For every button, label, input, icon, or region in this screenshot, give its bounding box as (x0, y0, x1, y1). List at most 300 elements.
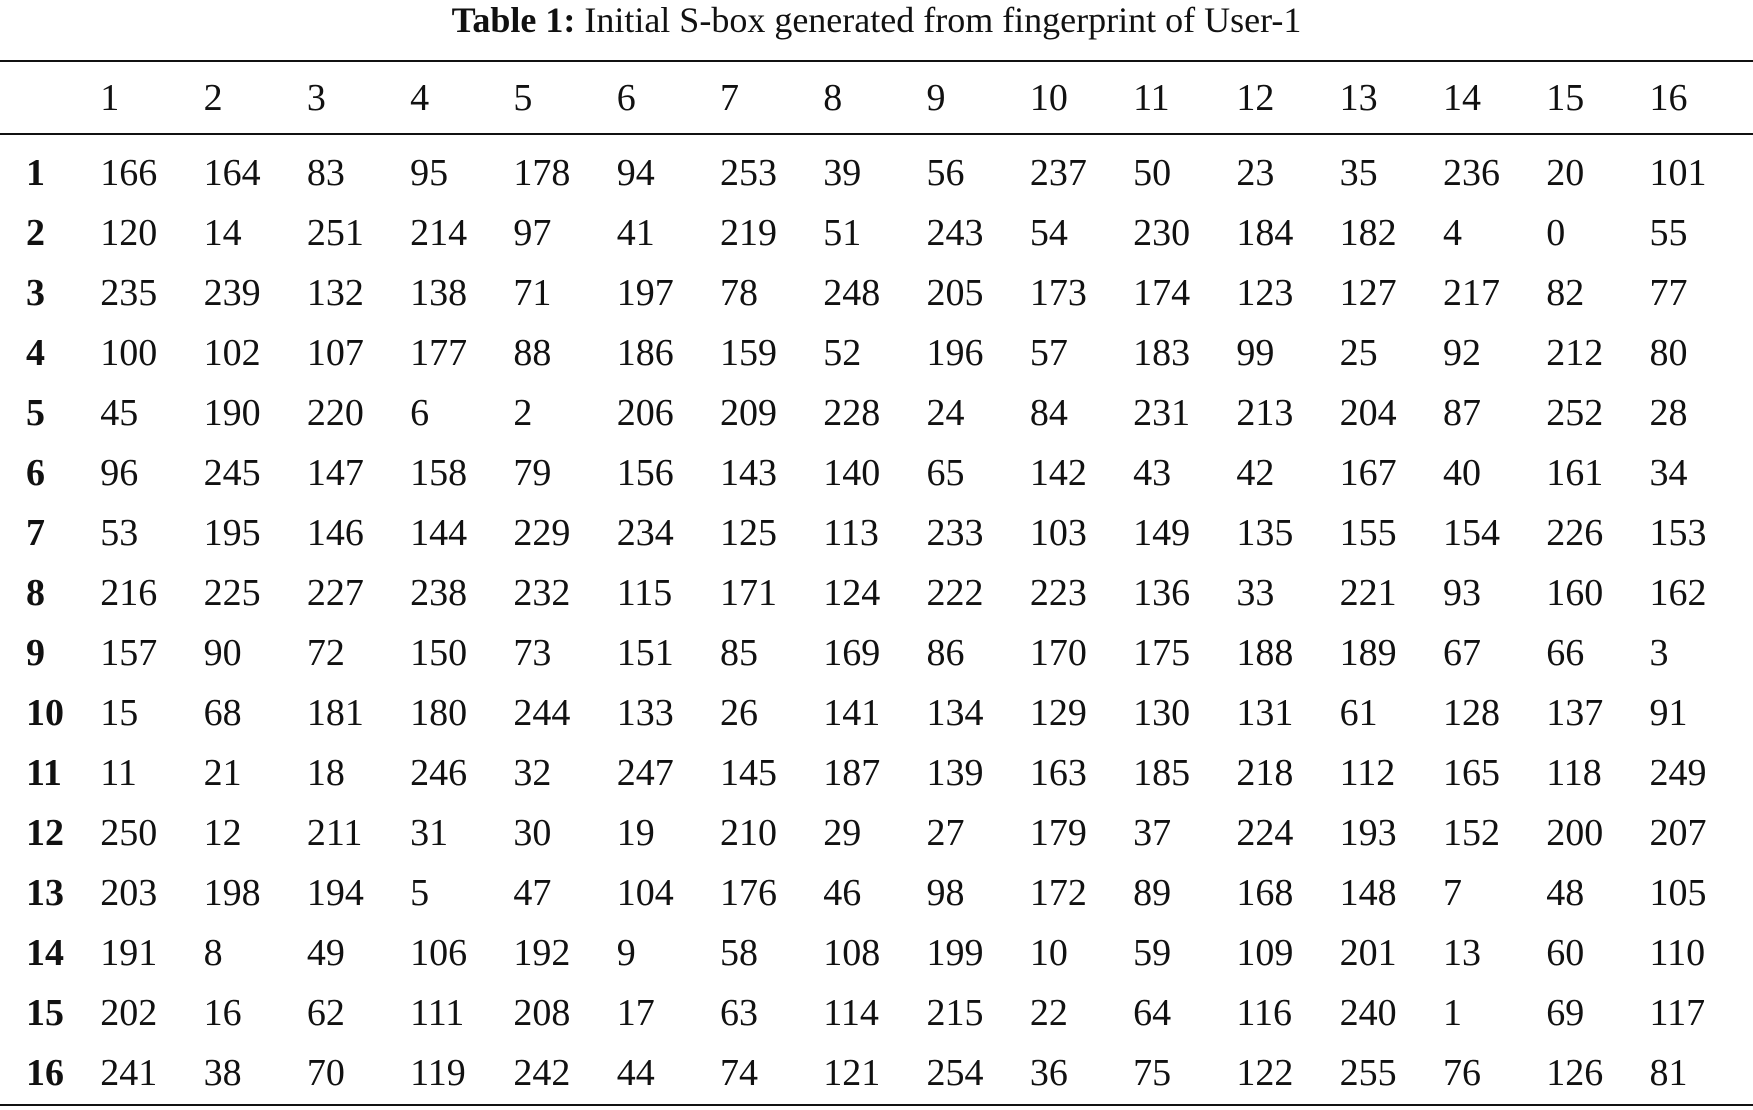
table-cell: 7 (1442, 872, 1462, 914)
table-cell: 73 (513, 632, 552, 674)
table-cell: 139 (926, 752, 984, 794)
table-cell: 162 (1649, 572, 1707, 614)
table-cell: 105 (1649, 872, 1707, 914)
column-header: 10 (1029, 76, 1068, 119)
table-cell: 64 (1133, 992, 1172, 1034)
table-cell: 138 (410, 272, 468, 314)
table-cell: 90 (203, 632, 242, 674)
table-body (0, 133, 1753, 1103)
table-cell: 190 (203, 392, 261, 434)
table-cell: 59 (1133, 932, 1172, 974)
table-cell: 3 (1649, 632, 1669, 674)
table-cell: 1 (1442, 992, 1462, 1034)
table-cell: 57 (1029, 332, 1068, 374)
table-cell: 91 (1649, 692, 1688, 734)
table-cell: 150 (410, 632, 468, 674)
table-cell: 197 (616, 272, 674, 314)
table-cell: 83 (306, 152, 345, 194)
table-cell: 166 (100, 152, 158, 194)
column-header: 2 (203, 76, 223, 119)
column-header: 16 (1649, 76, 1688, 119)
table-cell: 174 (1133, 272, 1191, 314)
table-cell: 182 (1339, 212, 1397, 254)
table-cell: 78 (719, 272, 758, 314)
table-cell: 240 (1339, 992, 1397, 1034)
table-cell: 32 (513, 752, 552, 794)
table-cell: 75 (1133, 1052, 1172, 1094)
table-cell: 77 (1649, 272, 1688, 314)
table-cell: 54 (1029, 212, 1068, 254)
table-cell: 193 (1339, 812, 1397, 854)
table-cell: 61 (1339, 692, 1378, 734)
row-header: 9 (26, 632, 45, 674)
table-cell: 0 (1546, 212, 1566, 254)
table-cell: 251 (306, 212, 364, 254)
table-row (0, 503, 1753, 563)
table-cell: 11 (100, 752, 137, 794)
table-cell: 102 (203, 332, 261, 374)
table-cell: 227 (306, 572, 364, 614)
table-cell: 224 (1236, 812, 1294, 854)
table-cell: 89 (1133, 872, 1172, 914)
header-row (0, 62, 1753, 133)
corner-cell (0, 62, 100, 133)
table-cell: 47 (513, 872, 552, 914)
row-header: 4 (26, 332, 45, 374)
table-cell: 204 (1339, 392, 1397, 434)
table-cell: 120 (100, 212, 158, 254)
table-cell: 67 (1442, 632, 1481, 674)
table-cell: 72 (306, 632, 345, 674)
column-header: 11 (1133, 76, 1170, 119)
table-cell: 10 (1029, 932, 1068, 974)
table-cell: 124 (823, 572, 881, 614)
table-cell: 129 (1029, 692, 1087, 734)
row-header: 16 (26, 1052, 64, 1094)
table-cell: 52 (823, 332, 862, 374)
table-cell: 236 (1442, 152, 1500, 194)
table-cell: 82 (1546, 272, 1585, 314)
table-cell: 254 (926, 1052, 984, 1094)
table-cell: 213 (1236, 392, 1294, 434)
table-cell: 242 (513, 1052, 571, 1094)
table-cell: 34 (1649, 452, 1688, 494)
table-cell: 154 (1442, 512, 1500, 554)
table-cell: 131 (1236, 692, 1294, 734)
row-header: 7 (26, 512, 45, 554)
table-cell: 31 (410, 812, 449, 854)
table-cell: 100 (100, 332, 158, 374)
table-cell: 245 (203, 452, 261, 494)
table-cell: 107 (306, 332, 364, 374)
table-cell: 26 (719, 692, 758, 734)
table-cell: 241 (100, 1052, 158, 1094)
table-cell: 5 (410, 872, 430, 914)
table-cell: 158 (410, 452, 468, 494)
table-cell: 228 (823, 392, 881, 434)
table-cell: 98 (926, 872, 965, 914)
table-cell: 27 (926, 812, 965, 854)
table-cell: 232 (513, 572, 571, 614)
table-row (0, 563, 1753, 623)
row-header: 3 (26, 272, 45, 314)
table-cell: 217 (1442, 272, 1500, 314)
table-cell: 128 (1442, 692, 1500, 734)
table-cell: 17 (616, 992, 655, 1034)
table-cell: 151 (616, 632, 674, 674)
table-cell: 207 (1649, 812, 1707, 854)
table-cell: 113 (823, 512, 879, 554)
table-cell: 171 (719, 572, 777, 614)
table-cell: 168 (1236, 872, 1294, 914)
table-cell: 62 (306, 992, 345, 1034)
column-header: 9 (926, 76, 946, 119)
row-header: 11 (26, 752, 62, 794)
table-cell: 126 (1546, 1052, 1604, 1094)
table-cell: 104 (616, 872, 674, 914)
table-cell: 19 (616, 812, 655, 854)
table-cell: 239 (203, 272, 261, 314)
table-cell: 164 (203, 152, 261, 194)
table-cell: 110 (1649, 932, 1706, 974)
table-cell: 46 (823, 872, 862, 914)
table-cell: 108 (823, 932, 881, 974)
table-cell: 165 (1442, 752, 1500, 794)
table-cell: 189 (1339, 632, 1397, 674)
column-header: 5 (513, 76, 533, 119)
table-cell: 35 (1339, 152, 1378, 194)
table-cell: 8 (203, 932, 223, 974)
table-cell: 142 (1029, 452, 1087, 494)
table-cell: 9 (616, 932, 636, 974)
table-cell: 42 (1236, 452, 1275, 494)
table-cell: 134 (926, 692, 984, 734)
table-cell: 220 (306, 392, 364, 434)
table-cell: 163 (1029, 752, 1087, 794)
table-cell: 175 (1133, 632, 1191, 674)
table-cell: 12 (203, 812, 242, 854)
table-caption (0, 0, 1753, 40)
table-cell: 167 (1339, 452, 1397, 494)
table-cell: 184 (1236, 212, 1294, 254)
column-header: 6 (616, 76, 636, 119)
table-cell: 178 (513, 152, 571, 194)
column-header: 7 (719, 76, 739, 119)
table-cell: 14 (203, 212, 242, 254)
table-cell: 68 (203, 692, 242, 734)
table-cell: 192 (513, 932, 571, 974)
row-header: 2 (26, 212, 45, 254)
table-cell: 122 (1236, 1052, 1294, 1094)
table-cell: 173 (1029, 272, 1087, 314)
table-cell: 112 (1339, 752, 1396, 794)
table-cell: 76 (1442, 1052, 1481, 1094)
table-cell: 84 (1029, 392, 1068, 434)
table-cell: 183 (1133, 332, 1191, 374)
table-cell: 153 (1649, 512, 1707, 554)
table-cell: 117 (1649, 992, 1706, 1034)
table-cell: 152 (1442, 812, 1500, 854)
table-cell: 198 (203, 872, 261, 914)
table-cell: 28 (1649, 392, 1688, 434)
table-cell: 41 (616, 212, 655, 254)
table-cell: 234 (616, 512, 674, 554)
column-header: 1 (100, 76, 120, 119)
table-cell: 53 (100, 512, 139, 554)
table-cell: 93 (1442, 572, 1481, 614)
table-cell: 48 (1546, 872, 1585, 914)
row-header: 12 (26, 812, 64, 854)
table-cell: 246 (410, 752, 468, 794)
table-cell: 252 (1546, 392, 1604, 434)
table-cell: 63 (719, 992, 758, 1034)
table-cell: 44 (616, 1052, 655, 1094)
table-cell: 125 (719, 512, 777, 554)
table-cell: 101 (1649, 152, 1707, 194)
table-cell: 185 (1133, 752, 1191, 794)
table-cell: 69 (1546, 992, 1585, 1034)
table-cell: 88 (513, 332, 552, 374)
table-cell: 33 (1236, 572, 1275, 614)
table-cell: 208 (513, 992, 571, 1034)
table-cell: 40 (1442, 452, 1481, 494)
table-cell: 212 (1546, 332, 1604, 374)
table-cell: 226 (1546, 512, 1604, 554)
sbox-table (0, 62, 1753, 1103)
table-cell: 147 (306, 452, 364, 494)
table-cell: 38 (203, 1052, 242, 1094)
table-cell: 231 (1133, 392, 1191, 434)
table-cell: 237 (1029, 152, 1087, 194)
table-row (0, 803, 1753, 863)
table-cell: 244 (513, 692, 571, 734)
row-header: 1 (26, 152, 45, 194)
table-cell: 30 (513, 812, 552, 854)
table-cell: 51 (823, 212, 862, 254)
table-cell: 145 (719, 752, 777, 794)
row-header: 10 (26, 692, 64, 734)
table-cell: 109 (1236, 932, 1294, 974)
table-cell: 137 (1546, 692, 1604, 734)
table-cell: 86 (926, 632, 965, 674)
column-header: 4 (410, 76, 430, 119)
table-cell: 243 (926, 212, 984, 254)
table-cell: 103 (1029, 512, 1087, 554)
table-cell: 248 (823, 272, 881, 314)
table-cell: 255 (1339, 1052, 1397, 1094)
table-cell: 233 (926, 512, 984, 554)
row-header: 5 (26, 392, 45, 434)
table-cell: 25 (1339, 332, 1378, 374)
table-cell: 238 (410, 572, 468, 614)
table-cell: 123 (1236, 272, 1294, 314)
table-cell: 115 (616, 572, 673, 614)
table-cell: 161 (1546, 452, 1604, 494)
row-header: 14 (26, 932, 64, 974)
table-cell: 49 (306, 932, 345, 974)
table-cell: 191 (100, 932, 158, 974)
row-header: 13 (26, 872, 64, 914)
caption-label: Table 1: (451, 0, 576, 40)
table-cell: 37 (1133, 812, 1172, 854)
table-cell: 127 (1339, 272, 1397, 314)
table-cell: 199 (926, 932, 984, 974)
table-cell: 194 (306, 872, 364, 914)
table-cell: 180 (410, 692, 468, 734)
table-cell: 186 (616, 332, 674, 374)
table-cell: 97 (513, 212, 552, 254)
table-cell: 135 (1236, 512, 1294, 554)
table-cell: 177 (410, 332, 468, 374)
table-cell: 250 (100, 812, 158, 854)
table-cell: 4 (1442, 212, 1462, 254)
table-cell: 60 (1546, 932, 1585, 974)
table-cell: 214 (410, 212, 468, 254)
row-header: 15 (26, 992, 64, 1034)
table-cell: 187 (823, 752, 881, 794)
table-cell: 70 (306, 1052, 345, 1094)
table-cell: 156 (616, 452, 674, 494)
table-cell: 155 (1339, 512, 1397, 554)
table-cell: 211 (306, 812, 363, 854)
table-cell: 169 (823, 632, 881, 674)
table-cell: 2 (513, 392, 533, 434)
table-cell: 96 (100, 452, 139, 494)
table-cell: 229 (513, 512, 571, 554)
table-cell: 157 (100, 632, 158, 674)
table-row (0, 383, 1753, 443)
table-cell: 65 (926, 452, 965, 494)
table-row (0, 743, 1753, 803)
table-cell: 20 (1546, 152, 1585, 194)
table-cell: 45 (100, 392, 139, 434)
table-cell: 130 (1133, 692, 1191, 734)
table-cell: 119 (410, 1052, 466, 1094)
table-cell: 87 (1442, 392, 1481, 434)
table-cell: 94 (616, 152, 655, 194)
table-cell: 188 (1236, 632, 1294, 674)
table-cell: 160 (1546, 572, 1604, 614)
table-cell: 140 (823, 452, 881, 494)
table-cell: 116 (1236, 992, 1292, 1034)
column-header: 13 (1339, 76, 1378, 119)
table-cell: 29 (823, 812, 862, 854)
table-cell: 195 (203, 512, 261, 554)
table-cell: 200 (1546, 812, 1604, 854)
table-cell: 205 (926, 272, 984, 314)
table-row (0, 323, 1753, 383)
table-row (0, 923, 1753, 983)
table-cell: 202 (100, 992, 158, 1034)
table-cell: 121 (823, 1052, 881, 1094)
table-cell: 136 (1133, 572, 1191, 614)
table-cell: 6 (410, 392, 430, 434)
table-row (0, 863, 1753, 923)
table-cell: 15 (100, 692, 139, 734)
row-header: 8 (26, 572, 45, 614)
table-cell: 106 (410, 932, 468, 974)
table-cell: 66 (1546, 632, 1585, 674)
table-cell: 22 (1029, 992, 1068, 1034)
table-cell: 132 (306, 272, 364, 314)
table-cell: 149 (1133, 512, 1191, 554)
column-header: 15 (1546, 76, 1585, 119)
table-cell: 144 (410, 512, 468, 554)
table-cell: 221 (1339, 572, 1397, 614)
table-cell: 85 (719, 632, 758, 674)
table-row (0, 683, 1753, 743)
table-cell: 92 (1442, 332, 1481, 374)
table-cell: 39 (823, 152, 862, 194)
table-cell: 181 (306, 692, 364, 734)
table-cell: 95 (410, 152, 449, 194)
row-header: 6 (26, 452, 45, 494)
table-cell: 206 (616, 392, 674, 434)
table-cell: 146 (306, 512, 364, 554)
table-cell: 222 (926, 572, 984, 614)
table-cell: 16 (203, 992, 242, 1034)
table-cell: 56 (926, 152, 965, 194)
table-cell: 179 (1029, 812, 1087, 854)
table-cell: 81 (1649, 1052, 1688, 1094)
table-row (0, 983, 1753, 1043)
table-cell: 18 (306, 752, 345, 794)
table-cell: 196 (926, 332, 984, 374)
table-cell: 23 (1236, 152, 1275, 194)
table-cell: 218 (1236, 752, 1294, 794)
caption-text: Initial S-box generated from fingerprint of User-1 (584, 0, 1302, 40)
table-cell: 43 (1133, 452, 1172, 494)
table-cell: 201 (1339, 932, 1397, 974)
table-cell: 143 (719, 452, 777, 494)
table-row (0, 263, 1753, 323)
table-cell: 80 (1649, 332, 1688, 374)
table-row (0, 203, 1753, 263)
table-cell: 159 (719, 332, 777, 374)
table-cell: 223 (1029, 572, 1087, 614)
table-cell: 219 (719, 212, 777, 254)
table-cell: 118 (1546, 752, 1602, 794)
column-header: 8 (823, 76, 843, 119)
table-row (0, 133, 1753, 203)
table-cell: 247 (616, 752, 674, 794)
table-cell: 176 (719, 872, 777, 914)
table-cell: 99 (1236, 332, 1275, 374)
table-cell: 24 (926, 392, 965, 434)
table-cell: 133 (616, 692, 674, 734)
table-cell: 230 (1133, 212, 1191, 254)
column-header: 14 (1442, 76, 1481, 119)
table-cell: 58 (719, 932, 758, 974)
table-cell: 79 (513, 452, 552, 494)
table-cell: 215 (926, 992, 984, 1034)
table-cell: 36 (1029, 1052, 1068, 1094)
bottom-rule (0, 1104, 1753, 1106)
table-cell: 148 (1339, 872, 1397, 914)
table-row (0, 1043, 1753, 1103)
table-cell: 13 (1442, 932, 1481, 974)
table-cell: 111 (410, 992, 465, 1034)
table-cell: 170 (1029, 632, 1087, 674)
table-cell: 141 (823, 692, 881, 734)
column-header: 12 (1236, 76, 1275, 119)
table-cell: 249 (1649, 752, 1707, 794)
table-cell: 71 (513, 272, 552, 314)
table-cell: 209 (719, 392, 777, 434)
table-cell: 235 (100, 272, 158, 314)
table-cell: 210 (719, 812, 777, 854)
table-cell: 55 (1649, 212, 1688, 254)
